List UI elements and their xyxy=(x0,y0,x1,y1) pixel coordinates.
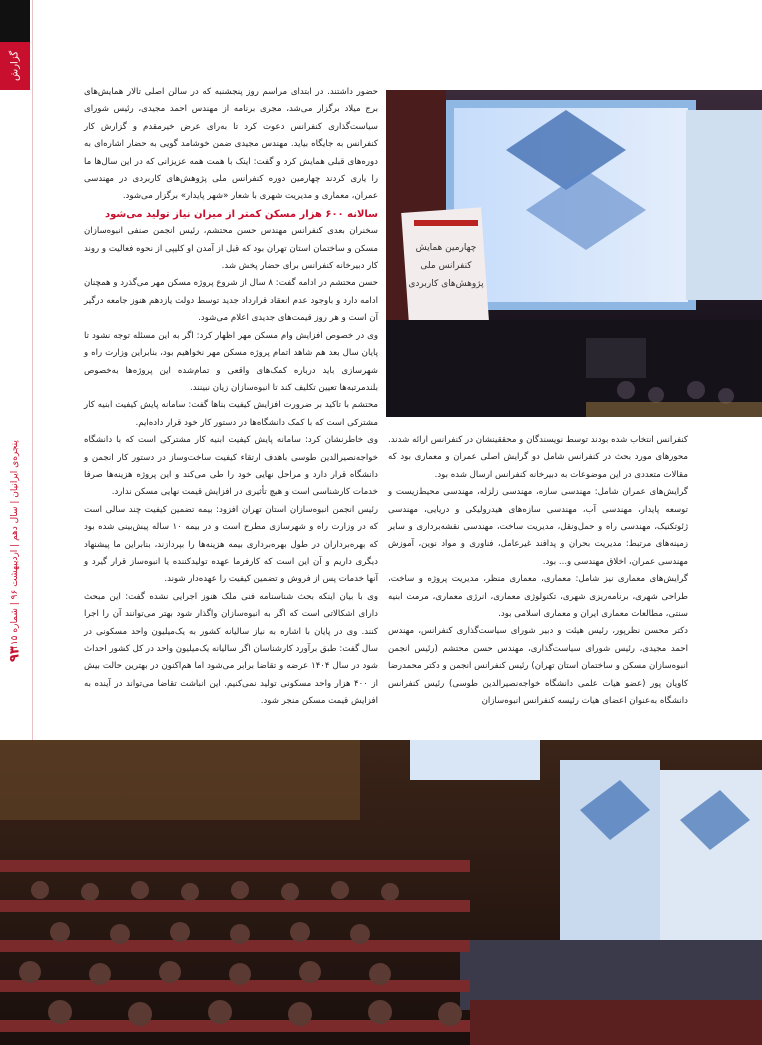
paragraph: حسن محتشم در ادامه گفت: ۸ سال از شروع پروژه مسکن مهر می‌گذرد و همچنان ادامه دارد و باوجود عدم انعقاد قرارداد جدید توسط دولت یازدهم هنوز جامعه درگیر آن است و هر روز قیمت‌های جدیدی اعلام می‌شود. xyxy=(84,278,378,324)
issue-info: پنجره‌ی ایرانیان | سال دهم | اردیبهشت ۹۶ | شماره ۱۱۵ xyxy=(10,440,20,650)
article-column-main xyxy=(84,84,378,711)
article-column-secondary xyxy=(388,432,688,711)
auditorium-photo xyxy=(0,740,762,1045)
stage-illustration xyxy=(386,90,762,417)
conference-stage-photo xyxy=(386,90,762,417)
paragraph: وی در خصوص افزایش وام مسکن مهر اظهار کرد: اگر به این مسئله توجه نشود تا پایان سال بعد هم شاهد اتمام پروژه مسکن مهر نخواهیم بود، بنابراین وزارت راه و شهرسازی باید درباره کمک‌های واقعی و تمام‌شده این پروژه‌ها به‌خصوص بلندمرتبه‌ها تعیین تکلیف کند تا انبوه‌سازان زیان نبینند. xyxy=(84,330,378,393)
paragraph: رئیس انجمن انبوه‌سازان استان تهران افزود: بیمه تضمین کیفیت چند سالی است که در وزارت راه و شهرسازی مطرح است و در بیمه ۱۰ ساله پیش‌بینی شده بود که بهره‌برداران در طول بهره‌برداری بیمه هزینه‌ها را بپردازند، بنابراین ما پیشنهاد دیگری داریم و آن این است که کارفرما عهده تولیدکننده یا انبوه‌ساز قرار گیرد و آنها خدمات پس از فروش و تضمین کیفیت را عهده‌دار شوند. xyxy=(84,504,378,585)
banner-line: پژوهش‌های کاربردی xyxy=(408,279,484,289)
page-number: ۹۳ xyxy=(7,646,23,662)
section-tab xyxy=(0,42,30,90)
section-label: گزارش xyxy=(9,50,21,82)
paragraph: گرایش‌های معماری نیز شامل: معماری، معماری منظر، مدیریت پروژه و ساخت، طراحی شهری، برنامه‌ریزی شهری، تکنولوژی معماری، انرژی معماری، مرمت ابنیه سنتی، مطالعات معماری ایران و معماری اسلامی بود. xyxy=(388,574,688,620)
auditorium-illustration xyxy=(0,740,762,1045)
paragraph: محتشم با تاکید بر ضرورت افزایش کیفیت بناها گفت: سامانه پایش کیفیت ابنیه کار مشترکی است که با کمک دانشگاه‌ها در دستور کار خود قرار داده‌ایم. xyxy=(84,400,378,428)
banner-line: چهارمین همایش xyxy=(415,243,477,253)
paragraph: کنفرانس انتخاب شده بودند توسط نویسندگان و محققینشان در کنفرانس ارائه شدند. محورهای مورد بحث در کنفرانس شامل دو گرایش اصلی عمران و معماری بود که مقالات متعددی در این موضوعات به دبیرخانه کنفرانس ارسال شده بود. xyxy=(388,435,688,480)
banner-line: کنفرانس ملی xyxy=(420,261,472,271)
subheadline: سالانه ۶۰۰ هزار مسکن کمتر از میزان نیاز تولید می‌شود xyxy=(104,208,378,220)
paragraph: دکتر محسن نظرپور، رئیس هیئت و دبیر شورای سیاست‌گذاری کنفرانس، مهندس احمد مجیدی، رئیس شورای سیاست‌گذاری، مهندس حسن محتشم (رئیس انجمن انبوه‌سازان مسکن و ساختمان استان تهران) رئیس کنفرانس انجمن و دکتر محمدرضا کاویان پور (عضو هیات علمی دانشگاه خواجه‌نصیرالدین طوسی) رئیس کنفرانس دانشگاه به‌عنوان اعضای هیات رئیسه کنفرانس انبوه‌سازان xyxy=(388,626,688,707)
corner-tab xyxy=(0,0,30,42)
paragraph: سخنران بعدی کنفرانس مهندس حسن محتشم، رئیس انجمن صنفی انبوه‌سازان مسکن و ساختمان استان تهران بود که قبل از آمدن او کلیپی از نحوه فعالیت و روند کار دبیرخانه کنفرانس برای حضار پخش شد. xyxy=(84,226,378,272)
paragraph: وی خاطرنشان کرد: سامانه پایش کیفیت ابنیه کار مشترکی است که با دانشگاه خواجه‌نصیرالدین طوسی باهدف ارتقاء کیفیت ساخت‌وساز در دستور کار انجمن و دانشگاه قرار دارد و مراحل نهایی خود را طی می‌کند و این پروژه هزینه‌ها صرفا خدمات کارشناسی است و هیچ تأثیری در افزایش قیمت نهایی مسکن ندارد. xyxy=(84,435,378,498)
paragraph: گرایش‌های عمران شامل: مهندسی سازه، مهندسی زلزله، مهندسی محیط‌زیست و توسعه پایدار، مهندسی آب، مهندسی سازه‌های هیدرولیکی و دریایی، مهندسی ژئوتکنیک، مهندسی راه و حمل‌ونقل، مدیریت ساخت، مهندسی نقشه‌برداری و سایر زمینه‌های مرتبط: مدیریت بحران و پدافند غیرعامل، فناوری و مواد نوین، آموزش مهندسی عمران، اخلاق مهندسی و... بود. xyxy=(388,487,688,567)
paragraph: وی با بیان اینکه بحث شناسنامه فنی ملک هنوز اجرایی نشده گفت: این مبحث دارای اشکالاتی است که اگر به انبوه‌سازان واگذار شود بهتر می‌توانند آن را اجرا کنند. وی در پایان با اشاره به نیاز سالیانه کشور به یک‌میلیون واحد مسکونی در سال گفت: طبق برآورد کارشناسان اگر سالیانه یک‌میلیون واحد در کل کشور احداث شود در سال ۱۴۰۴ عرضه و تقاضا برابر می‌شود اما هم‌اکنون در بهترین حالت بیش از ۴۰۰ هزار واحد مسکونی تولید نمی‌کنیم. این انباشت تقاضا می‌تواند در آینده به افزایش قیمت مسکن منجر شود. xyxy=(84,591,378,707)
paragraph: حضور داشتند. در ابتدای مراسم روز پنجشنبه که در سالن اصلی تالار همایش‌های برج میلاد برگزار می‌شد، مجری برنامه از مهندس احمد مجیدی، رئیس شورای سیاست‌گذاری کنفرانس دعوت کرد تا به‌رای عرض خیرمقدم و گزارش کار کنفرانس به جایگاه بیاید. مهندس مجیدی ضمن خوشامد گویی به حضار اشاره‌ای به دوره‌های قبلی همایش کرد و گفت: اینک با همت همه عزیزانی که در این سال‌ها ما را یاری کردند چهارمین دوره کنفرانس ملی پژوهش‌های کاربردی در مهندسی عمران، معماری و مدیریت شهری با شعار «شهر پایدار» برگزار می‌شود. xyxy=(84,87,378,202)
